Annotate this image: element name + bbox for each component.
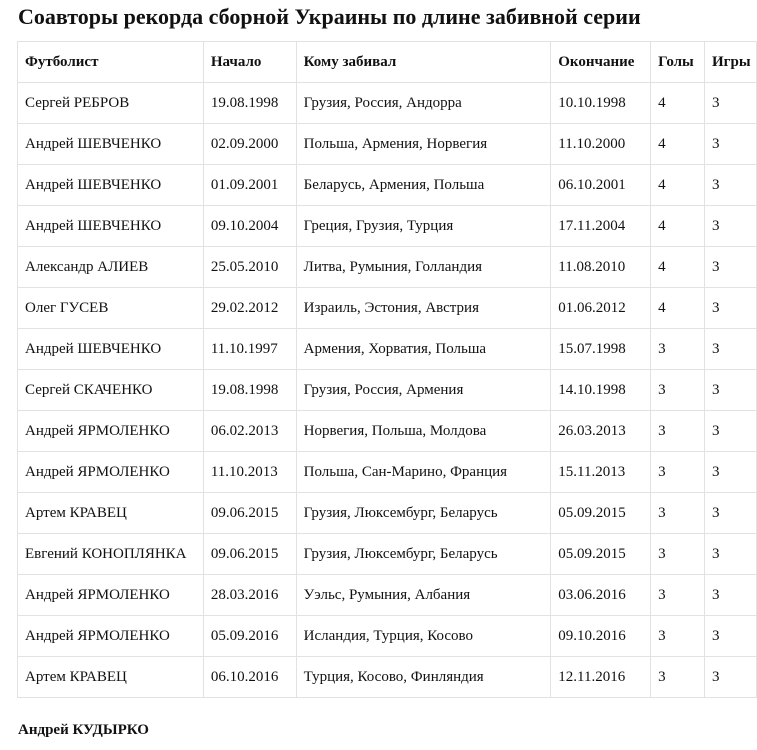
cell-goals: 3 — [651, 370, 705, 411]
cell-opponents: Польша, Армения, Норвегия — [296, 124, 551, 165]
table-row — [18, 452, 757, 493]
cell-goals: 4 — [651, 288, 705, 329]
cell-games: 3 — [705, 124, 757, 165]
cell-start-date: 19.08.1998 — [203, 370, 296, 411]
column-header-games: Игры — [705, 42, 757, 83]
cell-player: Андрей ШЕВЧЕНКО — [18, 206, 204, 247]
cell-goals: 3 — [651, 411, 705, 452]
cell-end-date: 26.03.2013 — [551, 411, 651, 452]
cell-player: Андрей ЯРМОЛЕНКО — [18, 452, 204, 493]
cell-goals: 3 — [651, 575, 705, 616]
cell-games: 3 — [705, 493, 757, 534]
cell-start-date: 25.05.2010 — [203, 247, 296, 288]
table-row — [18, 206, 757, 247]
cell-start-date: 11.10.1997 — [203, 329, 296, 370]
cell-goals: 4 — [651, 206, 705, 247]
table-row — [18, 288, 757, 329]
article-author: Андрей КУДЫРКО — [18, 722, 149, 738]
cell-opponents: Литва, Румыния, Голландия — [296, 247, 551, 288]
cell-start-date: 09.06.2015 — [203, 493, 296, 534]
table-row — [18, 124, 757, 165]
cell-start-date: 01.09.2001 — [203, 165, 296, 206]
table-row — [18, 493, 757, 534]
cell-player: Александр АЛИЕВ — [18, 247, 204, 288]
cell-opponents: Армения, Хорватия, Польша — [296, 329, 551, 370]
cell-player: Артем КРАВЕЦ — [18, 493, 204, 534]
cell-start-date: 11.10.2013 — [203, 452, 296, 493]
column-header-opponents: Кому забивал — [296, 42, 551, 83]
cell-start-date: 05.09.2016 — [203, 616, 296, 657]
cell-end-date: 11.08.2010 — [551, 247, 651, 288]
cell-end-date: 14.10.1998 — [551, 370, 651, 411]
cell-opponents: Уэльс, Румыния, Албания — [296, 575, 551, 616]
cell-end-date: 10.10.1998 — [551, 83, 651, 124]
cell-player: Андрей ШЕВЧЕНКО — [18, 329, 204, 370]
cell-games: 3 — [705, 575, 757, 616]
cell-games: 3 — [705, 329, 757, 370]
cell-start-date: 06.10.2016 — [203, 657, 296, 698]
cell-end-date: 01.06.2012 — [551, 288, 651, 329]
cell-end-date: 09.10.2016 — [551, 616, 651, 657]
cell-start-date: 02.09.2000 — [203, 124, 296, 165]
page-title: Соавторы рекорда сборной Украины по длине забивной серии — [18, 4, 641, 29]
cell-games: 3 — [705, 616, 757, 657]
table-row — [18, 657, 757, 698]
cell-goals: 3 — [651, 452, 705, 493]
cell-start-date: 06.02.2013 — [203, 411, 296, 452]
cell-games: 3 — [705, 165, 757, 206]
cell-games: 3 — [705, 534, 757, 575]
cell-opponents: Польша, Сан-Марино, Франция — [296, 452, 551, 493]
cell-player: Андрей ЯРМОЛЕНКО — [18, 616, 204, 657]
column-header-end-date: Окончание — [551, 42, 651, 83]
cell-goals: 3 — [651, 493, 705, 534]
cell-player: Артем КРАВЕЦ — [18, 657, 204, 698]
cell-goals: 4 — [651, 247, 705, 288]
cell-games: 3 — [705, 247, 757, 288]
table-row — [18, 575, 757, 616]
cell-opponents: Греция, Грузия, Турция — [296, 206, 551, 247]
table-body — [18, 83, 757, 698]
table-row — [18, 370, 757, 411]
cell-goals: 3 — [651, 657, 705, 698]
cell-games: 3 — [705, 206, 757, 247]
cell-start-date: 19.08.1998 — [203, 83, 296, 124]
cell-end-date: 11.10.2000 — [551, 124, 651, 165]
cell-goals: 4 — [651, 124, 705, 165]
cell-opponents: Турция, Косово, Финляндия — [296, 657, 551, 698]
cell-opponents: Грузия, Люксембург, Беларусь — [296, 534, 551, 575]
cell-start-date: 29.02.2012 — [203, 288, 296, 329]
cell-player: Андрей ШЕВЧЕНКО — [18, 165, 204, 206]
column-header-goals: Голы — [651, 42, 705, 83]
cell-end-date: 06.10.2001 — [551, 165, 651, 206]
cell-goals: 3 — [651, 534, 705, 575]
cell-games: 3 — [705, 288, 757, 329]
table-header-row — [18, 42, 757, 83]
cell-goals: 3 — [651, 329, 705, 370]
cell-start-date: 28.03.2016 — [203, 575, 296, 616]
table-row — [18, 329, 757, 370]
column-header-player: Футболист — [18, 42, 204, 83]
cell-goals: 4 — [651, 83, 705, 124]
cell-player: Андрей ШЕВЧЕНКО — [18, 124, 204, 165]
table-row — [18, 534, 757, 575]
cell-opponents: Грузия, Россия, Армения — [296, 370, 551, 411]
cell-goals: 4 — [651, 165, 705, 206]
cell-player: Андрей ЯРМОЛЕНКО — [18, 411, 204, 452]
cell-opponents: Исландия, Турция, Косово — [296, 616, 551, 657]
cell-games: 3 — [705, 411, 757, 452]
column-header-start-date: Начало — [203, 42, 296, 83]
cell-end-date: 05.09.2015 — [551, 534, 651, 575]
cell-end-date: 17.11.2004 — [551, 206, 651, 247]
cell-opponents: Норвегия, Польша, Молдова — [296, 411, 551, 452]
cell-end-date: 15.07.1998 — [551, 329, 651, 370]
cell-player: Евгений КОНОПЛЯНКА — [18, 534, 204, 575]
cell-player: Сергей СКАЧЕНКО — [18, 370, 204, 411]
cell-end-date: 05.09.2015 — [551, 493, 651, 534]
scoring-streak-table — [17, 41, 757, 698]
table-row — [18, 247, 757, 288]
cell-player: Олег ГУСЕВ — [18, 288, 204, 329]
table-row — [18, 616, 757, 657]
cell-start-date: 09.10.2004 — [203, 206, 296, 247]
cell-player: Андрей ЯРМОЛЕНКО — [18, 575, 204, 616]
cell-opponents: Грузия, Люксембург, Беларусь — [296, 493, 551, 534]
table-row — [18, 165, 757, 206]
cell-games: 3 — [705, 83, 757, 124]
cell-end-date: 12.11.2016 — [551, 657, 651, 698]
cell-opponents: Грузия, Россия, Андорра — [296, 83, 551, 124]
cell-player: Сергей РЕБРОВ — [18, 83, 204, 124]
cell-games: 3 — [705, 370, 757, 411]
table-row — [18, 83, 757, 124]
cell-opponents: Израиль, Эстония, Австрия — [296, 288, 551, 329]
cell-goals: 3 — [651, 616, 705, 657]
cell-games: 3 — [705, 452, 757, 493]
cell-end-date: 15.11.2013 — [551, 452, 651, 493]
cell-opponents: Беларусь, Армения, Польша — [296, 165, 551, 206]
cell-end-date: 03.06.2016 — [551, 575, 651, 616]
cell-games: 3 — [705, 657, 757, 698]
table-row — [18, 411, 757, 452]
cell-start-date: 09.06.2015 — [203, 534, 296, 575]
